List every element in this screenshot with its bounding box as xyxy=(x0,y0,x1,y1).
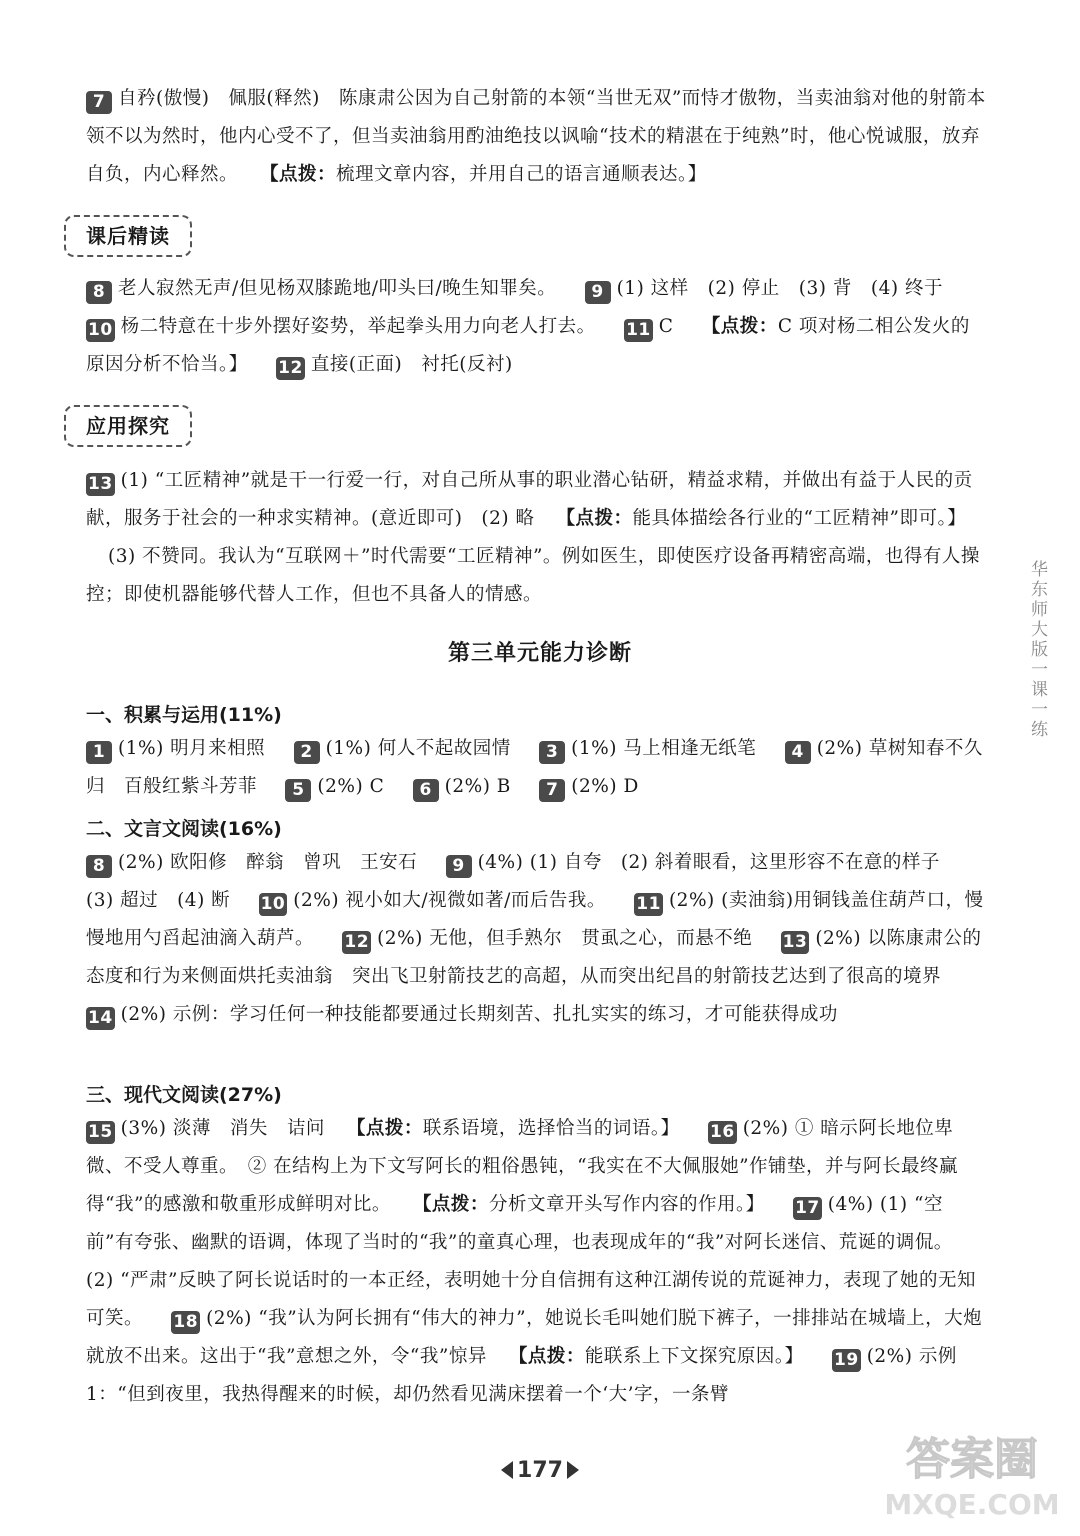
answer-text: 杨二特意在十步外摆好姿势，举起拳头用力向老人打去。 xyxy=(120,316,596,337)
question-number-badge: 11 xyxy=(636,894,661,914)
answer-text: (1) 这样 (2) 停止 (3) 背 (4) 终于 xyxy=(616,278,943,299)
question-number-badge: 6 xyxy=(413,779,439,802)
question-number-badge: 13 xyxy=(782,932,808,952)
question-number-badge: 7 xyxy=(86,91,112,114)
tip-label: 【点拨： xyxy=(701,316,778,337)
question-number-badge: 1 xyxy=(86,741,112,764)
answer-block-7 xyxy=(86,80,986,194)
answer-text: (2%) 草树知春不久归 百般红紫斗芳菲 xyxy=(86,738,983,797)
answer-text: (2%) 示例1：“但到夜里，我热得醒来的时候，却仍然看见满床摆着一个‘大’字，一条臂 xyxy=(86,1346,957,1405)
question-number-badge: 13 xyxy=(88,474,113,494)
tip-text: C 项对杨二相公发火的原因分析不恰当。】 xyxy=(86,316,970,375)
part2-heading: 二、文言文阅读(16%) xyxy=(86,818,282,840)
answer-text: (1%) 何人不起故园情 xyxy=(325,738,511,759)
tip-label: 【点拨： xyxy=(556,508,633,529)
question-number-badge: 11 xyxy=(626,320,651,340)
question-number-badge: 8 xyxy=(86,855,112,878)
tip-text: 分析文章开头写作内容的作用。】 xyxy=(488,1194,765,1215)
answer-text: (2%) 以陈康肃公的态度和行为来侧面烘托卖油翁 突出飞卫射箭技艺的高超，从而突出纪昌的射箭技艺达到了很高的境界 xyxy=(86,928,982,987)
section-label-yingyong: 应用探究 xyxy=(64,405,192,447)
tip-label: 【点拨： xyxy=(412,1194,489,1215)
answer-text: (1%) 明月来相照 xyxy=(118,738,266,759)
answer-text: (2%) 示例：学习任何一种技能都要通过长期刻苦、扎扎实实的练习，才可能获得成功 xyxy=(120,1004,838,1025)
question-number-badge: 7 xyxy=(539,779,565,802)
answer-text: (2%) 视小如大/视微如著/而后告我。 xyxy=(293,890,606,911)
tip-text: 能具体描绘各行业的“工匠精神”即可。】 xyxy=(632,508,967,529)
question-number-badge: 12 xyxy=(344,932,370,952)
tip-text: 梳理文章内容，并用自己的语言通顺表达。】 xyxy=(336,164,707,185)
watermark-logo xyxy=(882,1416,1062,1526)
question-number-badge: 3 xyxy=(539,741,565,764)
question-number-badge: 8 xyxy=(86,281,112,304)
answer-text: (3%) 淡薄 消失 诘问 xyxy=(120,1118,325,1139)
right-triangle-icon xyxy=(567,1461,579,1479)
tip-label: 【点拨： xyxy=(346,1118,423,1139)
watermark-line1: 答案圈 xyxy=(906,1434,1038,1485)
section-label-kehou: 课后精读 xyxy=(64,215,192,257)
watermark-line2: MXQE.COM xyxy=(884,1488,1060,1521)
question-number-badge: 5 xyxy=(285,779,311,802)
part2-answers xyxy=(86,844,986,1034)
question-number-badge: 18 xyxy=(173,1312,199,1332)
question-number-badge: 14 xyxy=(88,1008,113,1028)
question-number-badge: 19 xyxy=(834,1350,859,1370)
answer-text: (2%) C xyxy=(317,776,385,797)
question-number-badge: 10 xyxy=(260,894,286,914)
answer-text: (4%) (1) 自夸 (2) 斜着眼看，这里形容不在意的样子 (3) 超过 (4) 断 xyxy=(86,852,959,911)
answer-text: 自矜(傲慢) 佩服(释然) 陈康肃公因为自己射箭的本领“当世无双”而恃才傲物，当卖油翁对他的射箭本领不以为然时，他内心受不了，但当卖油翁用酌油绝技以讽喻“技术的精湛在于纯熟”时，他心悦诚服，放弃自负，内心释然。 xyxy=(86,88,986,185)
answer-text: 直接(正面) 衬托(反衬) xyxy=(310,354,513,375)
question-number-badge: 9 xyxy=(446,855,472,878)
part1-heading: 一、积累与运用(11%) xyxy=(86,704,282,726)
answer-text: (2%) (卖油翁)用铜钱盖住葫芦口，慢慢地用勺舀起油滴入葫芦。 xyxy=(86,890,984,949)
question-number-badge: 4 xyxy=(785,741,811,764)
tip-text: 联系语境，选择恰当的词语。】 xyxy=(422,1118,680,1139)
question-number-badge: 16 xyxy=(710,1122,735,1142)
page-number-text: 177 xyxy=(517,1458,563,1483)
question-number-badge: 15 xyxy=(88,1122,113,1142)
answer-text: 老人寂然无声/但见杨双膝跪地/叩头曰/晚生知罪矣。 xyxy=(118,278,557,299)
question-number-badge: 12 xyxy=(278,358,303,378)
question-number-badge: 10 xyxy=(88,320,113,340)
part3-answers xyxy=(86,1110,986,1414)
question-number-badge: 17 xyxy=(795,1198,820,1218)
tip-text: 能联系上下文探究原因。】 xyxy=(584,1346,804,1367)
answer-text: (1) “工匠精神”就是干一行爱一行，对自己所从事的职业潜心钻研，精益求精，并做出有益于人民的贡献，服务于社会的一种求实精神。(意近即可) (2) 略 xyxy=(86,470,973,529)
unit-title: 第三单元能力诊断 xyxy=(447,641,632,666)
side-book-title: 华东师大版一课一练 xyxy=(1027,560,1047,740)
tip-label: 【点拨： xyxy=(508,1346,585,1367)
answer-text: (2%) B xyxy=(444,776,511,797)
answer-text: (3) 不赞同。我认为“互联网＋”时代需要“工匠精神”。例如医生，即使医疗设备再精密高端，也得有人操控；即使机器能够代替人工作，但也不具备人的情感。 xyxy=(86,546,980,605)
part3-heading: 三、现代文阅读(27%) xyxy=(86,1084,282,1106)
question-number-badge: 9 xyxy=(585,281,611,304)
answer-text: (2%) ① 暗示阿长地位卑微、不受人尊重。 ② 在结构上为下文写阿长的粗俗愚钝，“我实在不大佩服她”作铺垫，并与阿长最终赢得“我”的感激和敬重形成鲜明对比。 xyxy=(86,1118,959,1215)
answer-text: C xyxy=(658,316,674,337)
answer-text: (4%) (1) “空前”有夸张、幽默的语调，体现了当时的“我”的童真心理，也表现成年的“我”对阿长迷信、荒诞的调侃。 (2) “严肃”反映了阿长说话时的一本正经，表明她十分自信拥有这种江湖传说的荒诞神力，表现了她的无知可笑。 xyxy=(86,1194,977,1329)
part1-answers xyxy=(86,730,986,806)
answer-block-13 xyxy=(86,462,986,614)
answer-text: (2%) 欧阳修 醉翁 曾巩 王安石 xyxy=(118,852,418,873)
answer-text: (1%) 马上相逢无纸笔 xyxy=(571,738,757,759)
answer-text: (2%) 无他，但手熟尔 贯虱之心，而悬不绝 xyxy=(377,928,753,949)
tip-label: 【点拨： xyxy=(260,164,337,185)
answer-text: (2%) “我”认为阿长拥有“伟大的神力”，她说长毛叫她们脱下裤子，一排排站在城墙上，大炮就放不出来。这出于“我”意想之外，令“我”惊异 xyxy=(86,1308,983,1367)
answer-block-kehou xyxy=(86,270,986,384)
answer-text: (2%) D xyxy=(571,776,639,797)
left-triangle-icon xyxy=(501,1461,513,1479)
question-number-badge: 2 xyxy=(294,741,320,764)
